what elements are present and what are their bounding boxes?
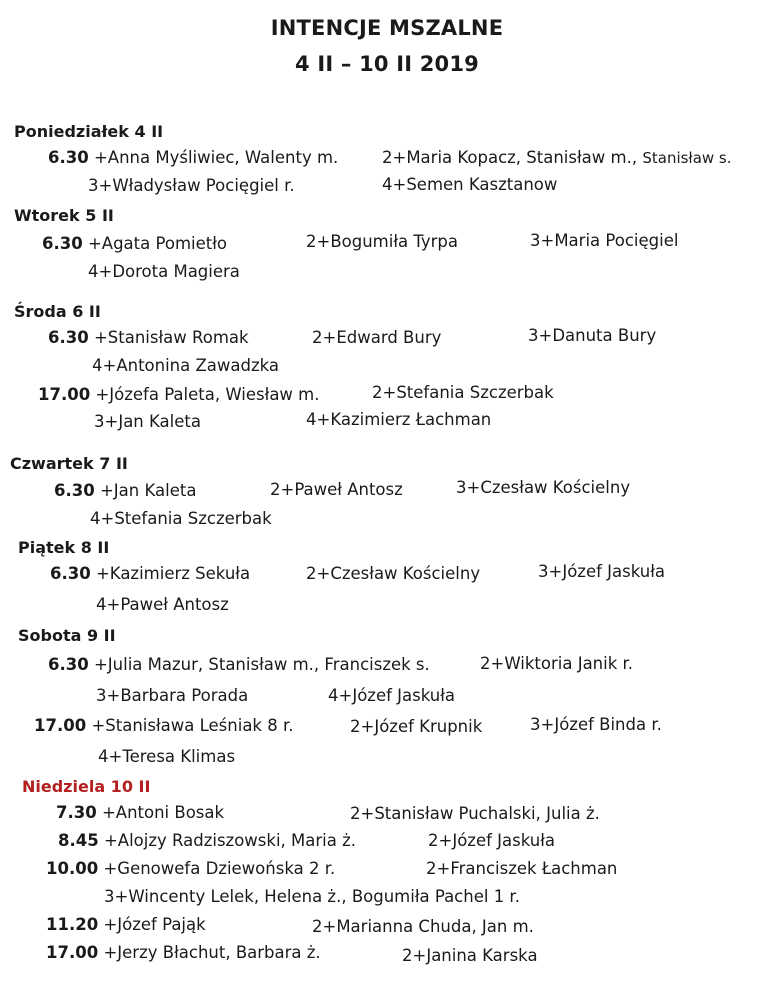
mass-time: 6.30	[54, 481, 95, 500]
intention: +Antoni Bosak	[101, 803, 225, 822]
mass-time: 17.00	[38, 385, 91, 404]
intention: 3+Barbara Porada	[96, 686, 249, 705]
mass-row	[48, 655, 430, 674]
mass-row	[46, 943, 321, 962]
mass-time: 6.30	[50, 564, 91, 583]
mass-time: 6.30	[48, 655, 89, 674]
intention: 2+Józef Krupnik	[350, 717, 483, 736]
mass-row	[48, 148, 338, 167]
mass-row	[46, 915, 206, 934]
intention-text: 2+Maria Kopacz, Stanisław m.,	[382, 148, 638, 167]
intention: 2+Stefania Szczerbak	[372, 383, 554, 402]
mass-row	[34, 716, 293, 735]
intention: +Genowefa Dziewońska 2 r.	[103, 859, 336, 878]
intention: 3+Danuta Bury	[528, 326, 657, 345]
intention: 2+Józef Jaskuła	[428, 831, 556, 850]
day-heading-wednesday: Środa 6 II	[14, 302, 101, 321]
intention: 3+Jan Kaleta	[94, 412, 201, 431]
intention: +Józef Pająk	[103, 915, 206, 934]
intention: 4+Antonina Zawadzka	[92, 356, 280, 375]
mass-time: 17.00	[46, 943, 99, 962]
intention: 3+Władysław Pocięgiel r.	[88, 176, 295, 195]
intention: 3+Józef Binda r.	[530, 715, 662, 734]
intention: +Anna Myśliwiec, Walenty m.	[93, 148, 339, 167]
intention: 2+Franciszek Łachman	[426, 859, 618, 878]
intention: 4+Teresa Klimas	[98, 747, 236, 766]
intention: +Jan Kaleta	[99, 481, 197, 500]
mass-row	[48, 328, 249, 347]
intention: +Agata Pomietło	[87, 234, 228, 253]
mass-time: 11.20	[46, 915, 99, 934]
intention: 4+Stefania Szczerbak	[90, 509, 272, 528]
intention: 2+Paweł Antosz	[270, 480, 403, 499]
mass-row	[54, 481, 196, 500]
intention: +Stanisława Leśniak 8 r.	[91, 716, 294, 735]
intention: +Kazimierz Sekuła	[95, 564, 251, 583]
day-heading-sunday: Niedziela 10 II	[22, 777, 151, 796]
day-heading-monday: Poniedziałek 4 II	[14, 122, 164, 141]
mass-row	[58, 831, 356, 850]
intention: 2+Janina Karska	[402, 946, 538, 965]
mass-time: 6.30	[48, 328, 89, 347]
intention: 3+Maria Pocięgiel	[530, 231, 679, 250]
mass-time: 6.30	[48, 148, 89, 167]
intention: +Julia Mazur, Stanisław m., Franciszek s.	[93, 655, 430, 674]
mass-row	[46, 859, 335, 878]
intention	[382, 148, 732, 167]
intention: 2+Czesław Kościelny	[306, 564, 481, 583]
intention: 3+Wincenty Lelek, Helena ż., Bogumiła Pachel 1 r.	[104, 887, 520, 906]
intention: 2+Wiktoria Janik r.	[480, 654, 634, 673]
page-title: INTENCJE MSZALNE	[270, 16, 504, 40]
intention: +Józefa Paleta, Wiesław m.	[95, 385, 320, 404]
mass-row	[50, 564, 250, 583]
mass-time: 8.45	[58, 831, 99, 850]
mass-row	[38, 385, 319, 404]
intention: 2+Marianna Chuda, Jan m.	[312, 917, 534, 936]
intention: 2+Stanisław Puchalski, Julia ż.	[350, 804, 600, 823]
day-heading-tuesday: Wtorek 5 II	[14, 206, 114, 225]
intention-text: Stanisław s.	[642, 149, 732, 167]
day-heading-saturday: Sobota 9 II	[18, 626, 116, 645]
intention: 4+Paweł Antosz	[96, 595, 229, 614]
mass-row	[42, 234, 227, 253]
intention: 4+Kazimierz Łachman	[306, 410, 492, 429]
mass-time: 7.30	[56, 803, 97, 822]
intention: 4+Dorota Magiera	[88, 262, 240, 281]
mass-row	[56, 803, 224, 822]
mass-time: 6.30	[42, 234, 83, 253]
intention: 4+Józef Jaskuła	[328, 686, 456, 705]
day-heading-thursday: Czwartek 7 II	[10, 454, 128, 473]
intention: 3+Józef Jaskuła	[538, 562, 666, 581]
mass-time: 17.00	[34, 716, 87, 735]
intention: 2+Bogumiła Tyrpa	[306, 232, 459, 251]
intention: +Jerzy Błachut, Barbara ż.	[103, 943, 321, 962]
intention: +Alojzy Radziszowski, Maria ż.	[103, 831, 356, 850]
date-range: 4 II – 10 II 2019	[295, 52, 479, 76]
mass-time: 10.00	[46, 859, 99, 878]
day-heading-friday: Piątek 8 II	[18, 538, 110, 557]
intention: 4+Semen Kasztanow	[382, 175, 558, 194]
intention: +Stanisław Romak	[93, 328, 249, 347]
intention: 2+Edward Bury	[312, 328, 442, 347]
intention: 3+Czesław Kościelny	[456, 478, 631, 497]
